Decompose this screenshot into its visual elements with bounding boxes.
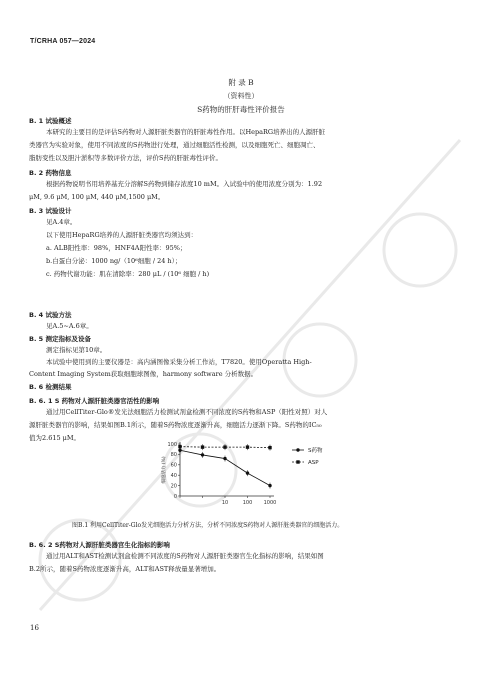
y-tick-label: 80 xyxy=(170,452,177,459)
series-line-1 xyxy=(180,450,270,485)
section-heading-b6: B. 6 检测结果 xyxy=(29,383,72,391)
body-text-line: 值为2.615 μM。 xyxy=(29,434,81,442)
legend-marker-circle xyxy=(296,448,299,451)
body-text-line: 类器官为实验对象，使用不同浓度的S药物进行处理，通过细胞活性检测，以及细胞死亡、细胞凋亡、 xyxy=(29,141,320,149)
body-text-line: μM, 9.6 μM, 100 μM, 440 μM,1500 μM。 xyxy=(29,193,165,201)
y-axis-label: 细胞活力 (%) xyxy=(162,456,167,484)
appendix-name: S药物的肝肝毒性评价报告 xyxy=(197,105,285,114)
legend-marker-square xyxy=(296,460,299,463)
body-text-line: a. ALB阳性率：98%，HNF4A阳性率：95%； xyxy=(46,244,187,252)
body-text-line: 本研究的主要目的是评估S药物对人源肝脏类器官的肝脏毒性作用。以HepaRG培养出的人源肝脏 xyxy=(46,128,326,136)
section-heading-b3: B. 3 试验设计 xyxy=(29,207,72,215)
body-text-line: c. 药物代谢功能：肌在清除率：280 μL / (10⁶ 细胞 / h) xyxy=(46,270,210,278)
section-heading-b4: B. 4 试验方法 xyxy=(29,311,72,319)
standard-code: T/CRHA 057—2024 xyxy=(30,38,96,45)
body-text-line: B.2所示，随着S药物浓度逐渐升高，ALT和AST释放量显著增加。 xyxy=(29,565,221,573)
x-tick-label: 1000 xyxy=(263,500,277,506)
body-text-line: 通过用CellTiter-Glo®发光法细胞活力检测试剂盒检测不同浓度的S药物和ASP（阳性对照）对人 xyxy=(46,408,328,416)
body-text-line: 测定指标见第10章。 xyxy=(46,346,107,354)
page-number: 16 xyxy=(30,624,39,632)
data-point-circle xyxy=(268,484,271,487)
data-point-circle xyxy=(246,471,249,474)
body-text-line: 源肝脏类器官的影响，结果如图B.1所示，随着S药物浓度逐渐升高，细胞活力逐渐下降。S药物的IC₅₀ xyxy=(29,421,322,429)
y-tick-label: 100 xyxy=(167,441,177,448)
legend-label-1: S药物 xyxy=(308,448,323,454)
data-point-square xyxy=(268,446,271,449)
section-heading-b61: B. 6. 1 S 药物对人源肝脏类器官活性的影响 xyxy=(29,397,160,405)
data-point-square xyxy=(201,445,204,448)
y-tick-label: 20 xyxy=(170,483,177,490)
x-tick-label: 100 xyxy=(242,500,253,506)
section-heading-b5: B. 5 测定指标及设备 xyxy=(29,335,91,343)
body-text-line: 本试验中使用到的主要仪器是：高内涵图像采集分析工作站，T7820。使用Operatta High- xyxy=(46,358,312,366)
data-point-square xyxy=(223,445,226,448)
body-text-line: 脂肪变性以及胆汁淤积等多数评价方法，评价S药的肝脏毒性评价。 xyxy=(29,154,222,162)
x-tick-label: 10 xyxy=(221,500,229,506)
section-heading-b62: B. 6. 2 S药物对人源肝脏类器官生化指标的影响 xyxy=(29,541,170,549)
body-text-line: 见A.5~A.6章。 xyxy=(46,322,93,330)
cell-viability-chart xyxy=(142,438,362,514)
body-text-line: 见A.4章。 xyxy=(46,218,77,226)
section-heading-b1: B. 1 试验概述 xyxy=(29,117,72,125)
data-point-circle xyxy=(223,457,226,460)
y-tick-label: 0 xyxy=(173,493,177,500)
body-text-line: Content Imaging System获取细胞球图像，harmony software 分析数据。 xyxy=(29,370,258,378)
legend-label-2: ASP xyxy=(308,460,319,466)
appendix-type: （资料性） xyxy=(223,92,259,100)
body-text-line: 通过用ALT和AST检测试剂盒检测不同浓度的S药物对人源肝脏类器官生化指标的影响，结果如图 xyxy=(46,552,324,560)
body-text-line: 根据药物说明书用培养基充分溶解S药物到储存浓度10 mM。入试验中的使用浓度分别为：1.92 xyxy=(46,180,323,188)
data-point-square xyxy=(246,445,249,448)
body-text-line: b.白蛋白分泌：1000 ng/（10⁶细胞 / 24 h）； xyxy=(46,257,182,265)
data-point-square xyxy=(178,445,181,448)
figure-caption: 图B.1 利用CellTiter-Glo发光细胞活力分析方法，分析不同浓度S药物对人源肝脏类器官的细胞活力。 xyxy=(72,522,344,529)
appendix-title: 附 录 B xyxy=(228,78,254,87)
section-heading-b2: B. 2 药物信息 xyxy=(29,169,72,177)
data-point-circle xyxy=(201,453,204,456)
y-tick-label: 60 xyxy=(170,462,177,469)
body-text-line: 以下使用HepaRG培养的人源肝脏类器官均须达到： xyxy=(46,231,198,239)
y-tick-label: 40 xyxy=(170,473,177,479)
